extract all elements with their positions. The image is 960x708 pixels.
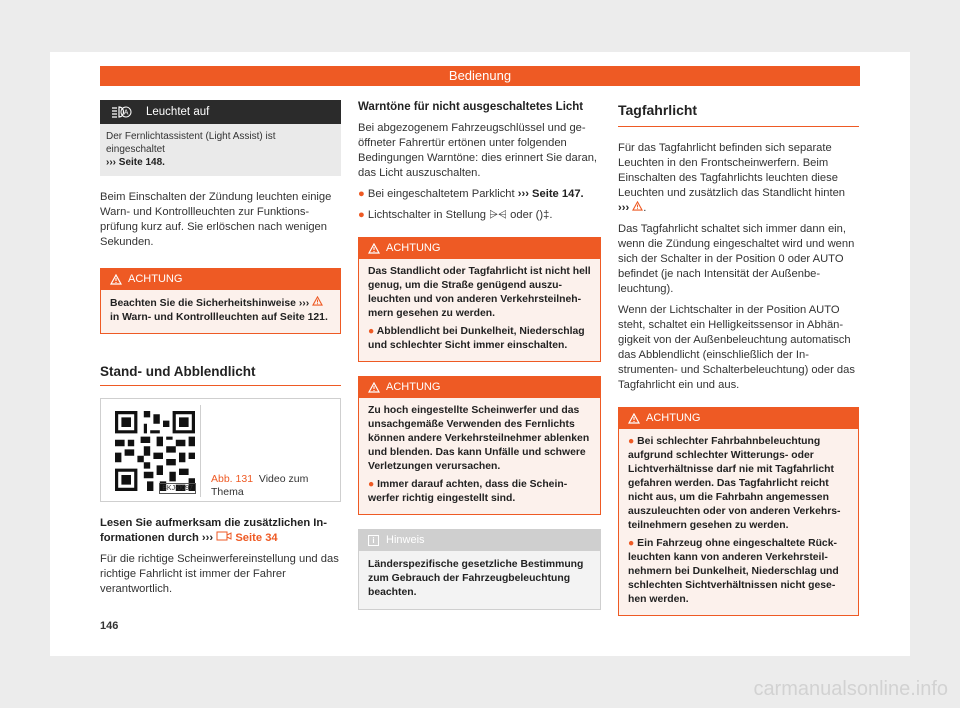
warning-text: Beachten Sie die Sicherheitshinweise ››› (110, 298, 310, 309)
indicator-bar (100, 100, 341, 124)
video-icon (216, 531, 232, 541)
bold-paragraph: Lesen Sie aufmerksam die zusätzlichen Informationen durch ››› Seite 34 (100, 517, 327, 544)
warning-header (619, 408, 858, 429)
note-body: Länderspezifische gesetzliche Bestimmung zum Gebrauch der Fahrzeugbeleuchtung beachten. (359, 551, 600, 609)
warning-box (358, 237, 601, 362)
indicator-note-link[interactable]: ››› Seite 148. (106, 157, 165, 168)
paragraph: Für die richtige Scheinwerfereinstellung und das richtige Fahrlicht ist immer der Fahrer verantwortlich. (100, 553, 339, 595)
paragraph: Das Tagfahrlicht schaltet sich immer dann ein, wenn die Zündung eingeschaltet wird und wenn sich der Schalter in der Position 0 oder AUTO befindet (je nach Intensität der Außenbeleuchtung). (618, 223, 855, 295)
warning-icon (628, 413, 640, 424)
warning-body (101, 290, 340, 333)
info-icon: i (368, 535, 379, 546)
column-right (618, 100, 859, 616)
warning-box (100, 268, 341, 334)
warning-icon (368, 243, 380, 254)
note-header (359, 530, 600, 551)
column-middle (358, 100, 601, 610)
figure-caption-text: Video zum Thema (211, 473, 309, 498)
warning-header (359, 377, 600, 398)
paragraph: Beim Einschalten der Zündung leuchten einige Warn- und Kontrollleuchten zur Funktionsprüfung kurz auf. Sie erlöschen nach wenigen Sekunden. (100, 191, 332, 248)
indicator-label: Leuchtet auf (146, 105, 210, 118)
figure-code: BKJ-0097 (159, 483, 196, 494)
bullet-dot: ● (358, 188, 365, 200)
warning-header (101, 269, 340, 290)
warning-bullet: ● Ein Fahrzeug ohne eingeschaltete Rückleuchten kann von anderen Verkehrsteilnehmern bei Dunkelheit, Niederschlag und schlechten Sichtverhältnissen nicht gesehen werden. (628, 538, 839, 605)
bullet-dot: ● (368, 326, 375, 337)
indicator-note-text: Der Fernlichtassistent (Light Assist) ist eingeschaltet (106, 131, 276, 155)
section-title: Stand- und Abblendlicht (100, 360, 341, 386)
bullet-item: ● Lichtschalter in Stellung ⩥⩤ oder ()‡. (358, 209, 553, 221)
page-header: Bedienung (100, 66, 860, 86)
watermark: carmanualsonline.info (753, 678, 948, 700)
page-link[interactable]: Seite 34 (235, 532, 278, 544)
column-left (100, 100, 341, 597)
figure-caption (211, 473, 331, 499)
warning-title: ACHTUNG (386, 381, 441, 393)
paragraph: Für das Tagfahrlicht befinden sich separate Leuchten in den Frontscheinwerfern. Beim Einschalten des Tagfahrlichts leuchten diese Leuchten und zusätzlich das Standlicht hinten ››› . (618, 142, 846, 214)
warning-text: in Warn- und Kontrollleuchten auf Seite 121. (110, 312, 328, 323)
page-link[interactable]: ››› Seite 147. (517, 188, 584, 200)
warning-body (359, 398, 600, 514)
warning-icon (632, 201, 643, 211)
warning-icon (368, 382, 380, 393)
warning-text: Zu hoch eingestellte Scheinwerfer und das unsachgemäße Verwenden des Fernlichts können andere Verkehrsteilnehmer ablenken und blenden. Das kann Unfälle und schwere Verletzungen verursachen. (368, 405, 590, 472)
page-number: 146 (100, 620, 119, 632)
bullet-item: ● Bei eingeschaltetem Parklicht ››› Seite 147. (358, 188, 584, 200)
light-assist-icon (110, 105, 146, 119)
note-box (358, 529, 601, 610)
note-title: Hinweis (386, 534, 425, 546)
qr-code-icon (115, 411, 195, 491)
warning-text: Das Standlicht oder Tagfahrlicht ist nicht hell genug, um die Straße genügend auszuleuchten und von anderen Verkehrsteilnehmern gesehen zu werden. (368, 266, 591, 319)
figure-label: Abb. 131 (211, 473, 254, 485)
warning-icon (312, 296, 323, 306)
warning-title: ACHTUNG (128, 273, 183, 285)
warning-header (359, 238, 600, 259)
paragraph: Bei abgezogenem Fahrzeugschlüssel und geöffneter Fahrertür ertönen unter folgenden Bedingungen Warntöne: dies erinnert Sie daran, das Licht auszuschalten. (358, 122, 598, 179)
bullet-dot: ● (368, 479, 375, 490)
bullet-dot: ● (358, 209, 365, 221)
warning-title: ACHTUNG (646, 412, 701, 424)
bullet-dot: ● (628, 538, 635, 549)
reference-link[interactable]: ››› (618, 202, 630, 214)
warning-box (618, 407, 859, 616)
warning-title: ACHTUNG (386, 242, 441, 254)
qr-code[interactable] (109, 405, 201, 497)
bullet-dot: ● (628, 436, 635, 447)
warning-body (619, 429, 858, 615)
indicator-note (100, 124, 341, 176)
section-title: Tagfahrlicht (618, 100, 859, 127)
paragraph: Wenn der Lichtschalter in der Position AUTO steht, schaltet ein Helligkeitssensor in Abhängigkeit von der Außenbeleuchtung automatisch das Abblendlicht (einschließlich der Instrumenten- und Schalterbeleuchtung) oder das Tagfahrlicht ein und aus. (618, 304, 855, 391)
warning-box (358, 376, 601, 515)
svg-text:A: A (123, 109, 129, 117)
warning-bullet: ● Immer darauf achten, dass die Scheinwerfer richtig eingestellt sind. (368, 479, 568, 504)
warning-bullet: ● Abblendlicht bei Dunkelheit, Niederschlag und schlechter Sicht immer einschalten. (368, 326, 585, 351)
warning-body (359, 259, 600, 361)
subheading: Warntöne für nicht ausgeschaltetes Licht (358, 101, 584, 113)
warning-bullet: ● Bei schlechter Fahrbahnbeleuchtung aufgrund schlechter Witterungs- oder Lichtverhältnisse darf nie mit Tagfahrlicht gefahren werden. Das Tagfahrlicht reicht nicht aus, um die Fahrbahn angemessen auszuleuchten oder von anderen Verkehrsteilnehmern gesehen zu werden. (628, 436, 841, 531)
figure-box (100, 398, 341, 502)
warning-icon (110, 274, 122, 285)
